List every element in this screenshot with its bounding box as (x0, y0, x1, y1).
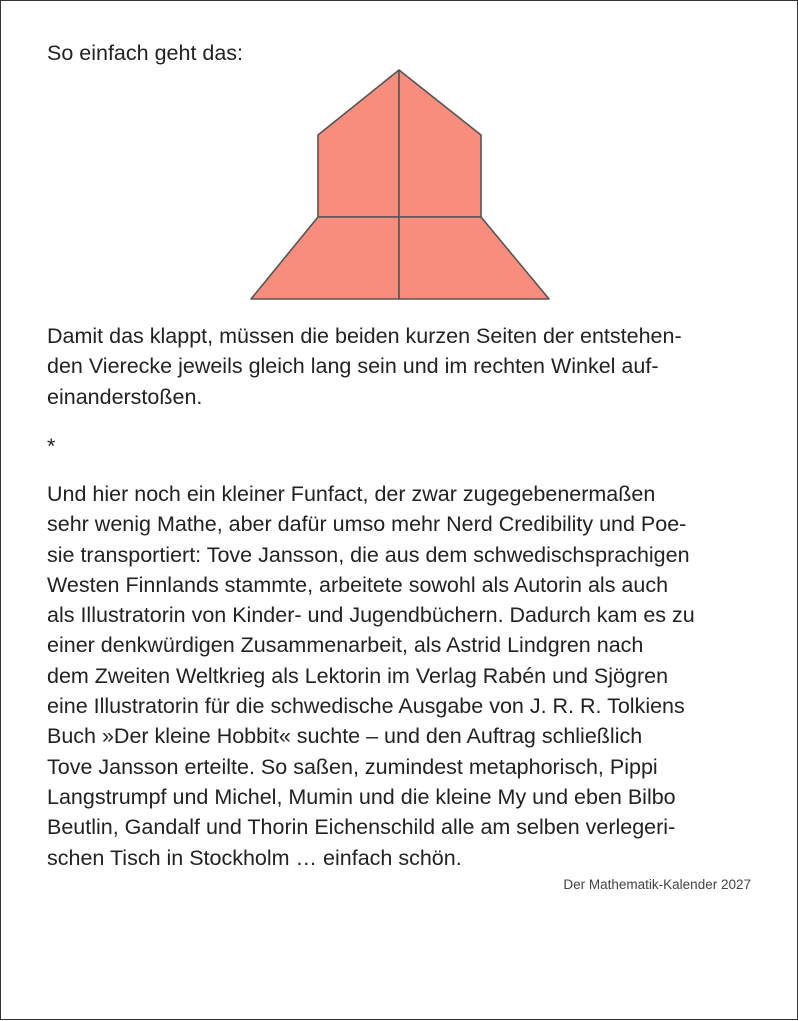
paragraph-1 (47, 321, 682, 412)
text-line: Beutlin, Gandalf und Thorin Eichenschild alle am selben verlegeri- (47, 815, 676, 840)
text-line: schen Tisch in Stockholm … einfach schön. (47, 845, 462, 870)
paragraph-2 (47, 479, 695, 873)
text-line: einer denkwürdigen Zusammenarbeit, als Astrid Lindgren nach (47, 633, 644, 658)
footer-title: Der Mathematik-Kalender 2027 (563, 877, 751, 892)
text-line: Tove Jansson erteilte. So saßen, zumindest metaphorisch, Pippi (47, 754, 658, 779)
text-line: Und hier noch ein kleiner Funfact, der zwar zugegebenermaßen (47, 482, 656, 506)
separator-asterisk: * (47, 434, 56, 458)
text-line: sie transportiert: Tove Jansson, die aus dem schwedischsprachigen (47, 542, 690, 567)
intro-text: So einfach geht das: (47, 41, 244, 65)
text-line: sehr wenig Mathe, aber dafür umso mehr Nerd Credibility und Poe- (47, 512, 687, 537)
text-line: einanderstoßen. (47, 384, 203, 409)
upper-left-quad (318, 70, 399, 217)
text-line: Buch »Der kleine Hobbit« suchte – und den Auftrag schließlich (47, 724, 643, 749)
text-line: Westen Finnlands stammte, arbeitete sowohl als Autorin als auch (47, 572, 669, 597)
text-line: eine Illustratorin für die schwedische Ausgabe von J. R. R. Tolkiens (47, 694, 685, 719)
text-line: den Vierecke jeweils gleich lang sein und im rechten Winkel auf- (47, 354, 659, 379)
text-line: als Illustratorin von Kinder- und Jugendbüchern. Dadurch kam es zu (47, 603, 695, 628)
lower-right-quad (399, 217, 549, 299)
lower-left-quad (251, 217, 399, 299)
text-line: Langstrumpf und Michel, Mumin und die kleine My und eben Bilbo (47, 784, 676, 809)
upper-right-quad (399, 70, 481, 217)
text-line: dem Zweiten Weltkrieg als Lektorin im Verlag Rabén und Sjögren (47, 663, 669, 688)
text-line: Damit das klappt, müssen die beiden kurzen Seiten der entstehen- (47, 324, 682, 348)
